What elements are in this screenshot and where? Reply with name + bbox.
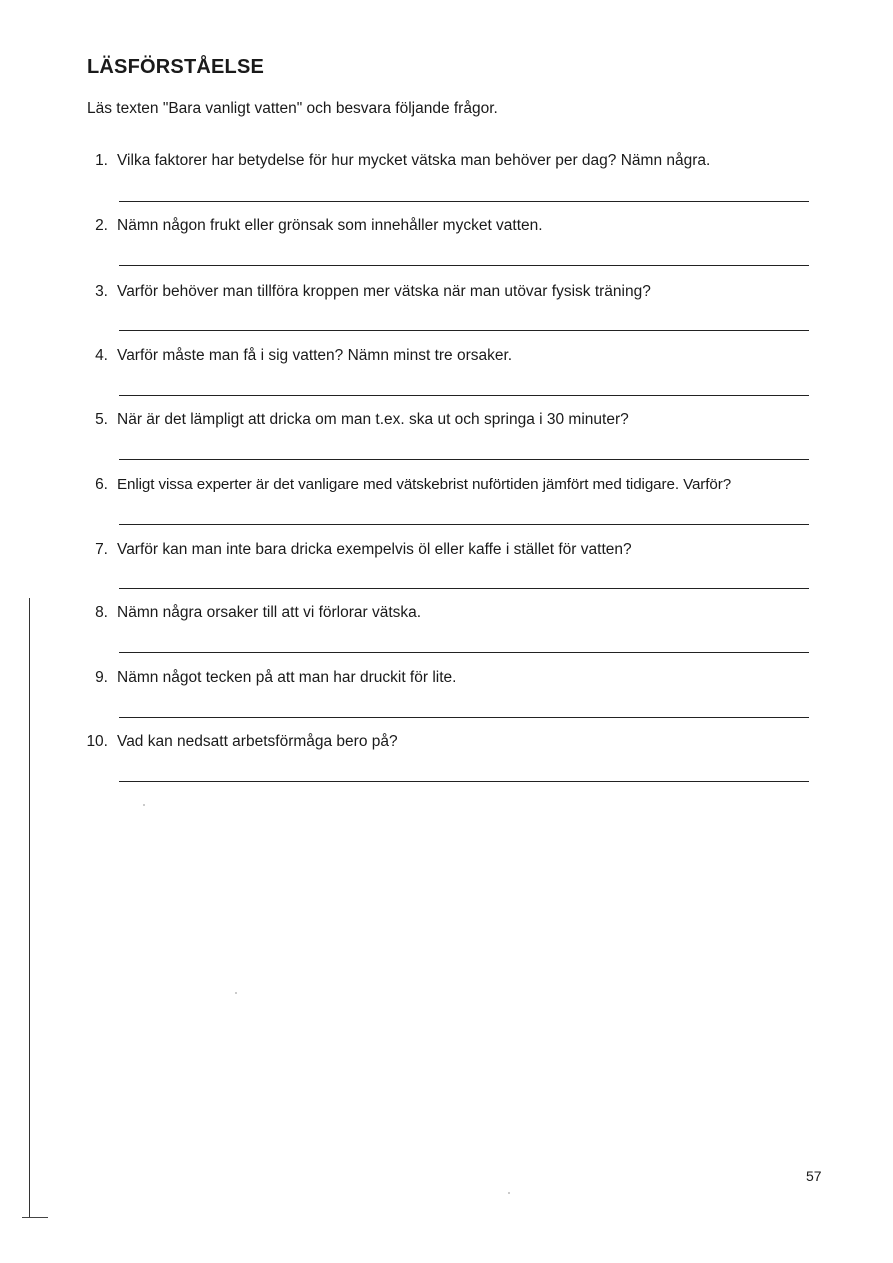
question-item [0, 541, 893, 601]
question-item [0, 669, 893, 729]
answer-line[interactable] [119, 395, 809, 396]
scan-speck [143, 804, 145, 806]
question-number: 1. [95, 152, 108, 169]
question-text: Nämn något tecken på att man har druckit för lite. [117, 669, 457, 686]
question-text: Varför måste man få i sig vatten? Nämn minst tre orsaker. [117, 347, 513, 364]
question-number: 2. [95, 217, 108, 234]
answer-line[interactable] [119, 330, 809, 331]
answer-line[interactable] [119, 265, 809, 266]
question-number: 10. [86, 733, 108, 750]
answer-line[interactable] [119, 717, 809, 718]
question-text: När är det lämpligt att dricka om man t.ex. ska ut och springa i 30 minuter? [117, 411, 629, 428]
question-number: 6. [95, 476, 108, 493]
question-item [0, 411, 893, 471]
question-item [0, 733, 893, 793]
instructions-text: Läs texten "Bara vanligt vatten" och besvara följande frågor. [87, 100, 498, 117]
question-number: 3. [95, 283, 108, 300]
scan-speck [508, 1192, 510, 1194]
question-text: Nämn någon frukt eller grönsak som innehåller mycket vatten. [117, 217, 543, 234]
question-text: Vilka faktorer har betydelse för hur mycket vätska man behöver per dag? Nämn några. [117, 152, 711, 169]
question-text: Vad kan nedsatt arbetsförmåga bero på? [117, 733, 398, 750]
page-number: 57 [806, 1168, 822, 1184]
answer-line[interactable] [119, 652, 809, 653]
question-item [0, 476, 893, 536]
answer-line[interactable] [119, 781, 809, 782]
question-text: Enligt vissa experter är det vanligare med vätskebrist nuförtiden jämfört med tidigare. Varför? [117, 476, 732, 493]
question-item [0, 152, 893, 212]
answer-line[interactable] [119, 588, 809, 589]
question-item [0, 217, 893, 277]
question-number: 7. [95, 541, 108, 558]
question-number: 8. [95, 604, 108, 621]
question-number: 9. [95, 669, 108, 686]
question-number: 4. [95, 347, 108, 364]
page-title: LÄSFÖRSTÅELSE [87, 56, 265, 78]
question-number: 5. [95, 411, 108, 428]
question-text: Nämn några orsaker till att vi förlorar vätska. [117, 604, 422, 621]
question-text: Varför behöver man tillföra kroppen mer vätska när man utövar fysisk träning? [117, 283, 651, 300]
question-text: Varför kan man inte bara dricka exempelvis öl eller kaffe i stället för vatten? [117, 541, 632, 558]
answer-line[interactable] [119, 524, 809, 525]
question-item [0, 347, 893, 407]
scan-speck [235, 992, 237, 994]
binding-margin-foot [22, 1217, 48, 1218]
question-item [0, 604, 893, 664]
answer-line[interactable] [119, 201, 809, 202]
answer-line[interactable] [119, 459, 809, 460]
binding-margin-line [29, 598, 30, 1218]
question-item [0, 283, 893, 343]
